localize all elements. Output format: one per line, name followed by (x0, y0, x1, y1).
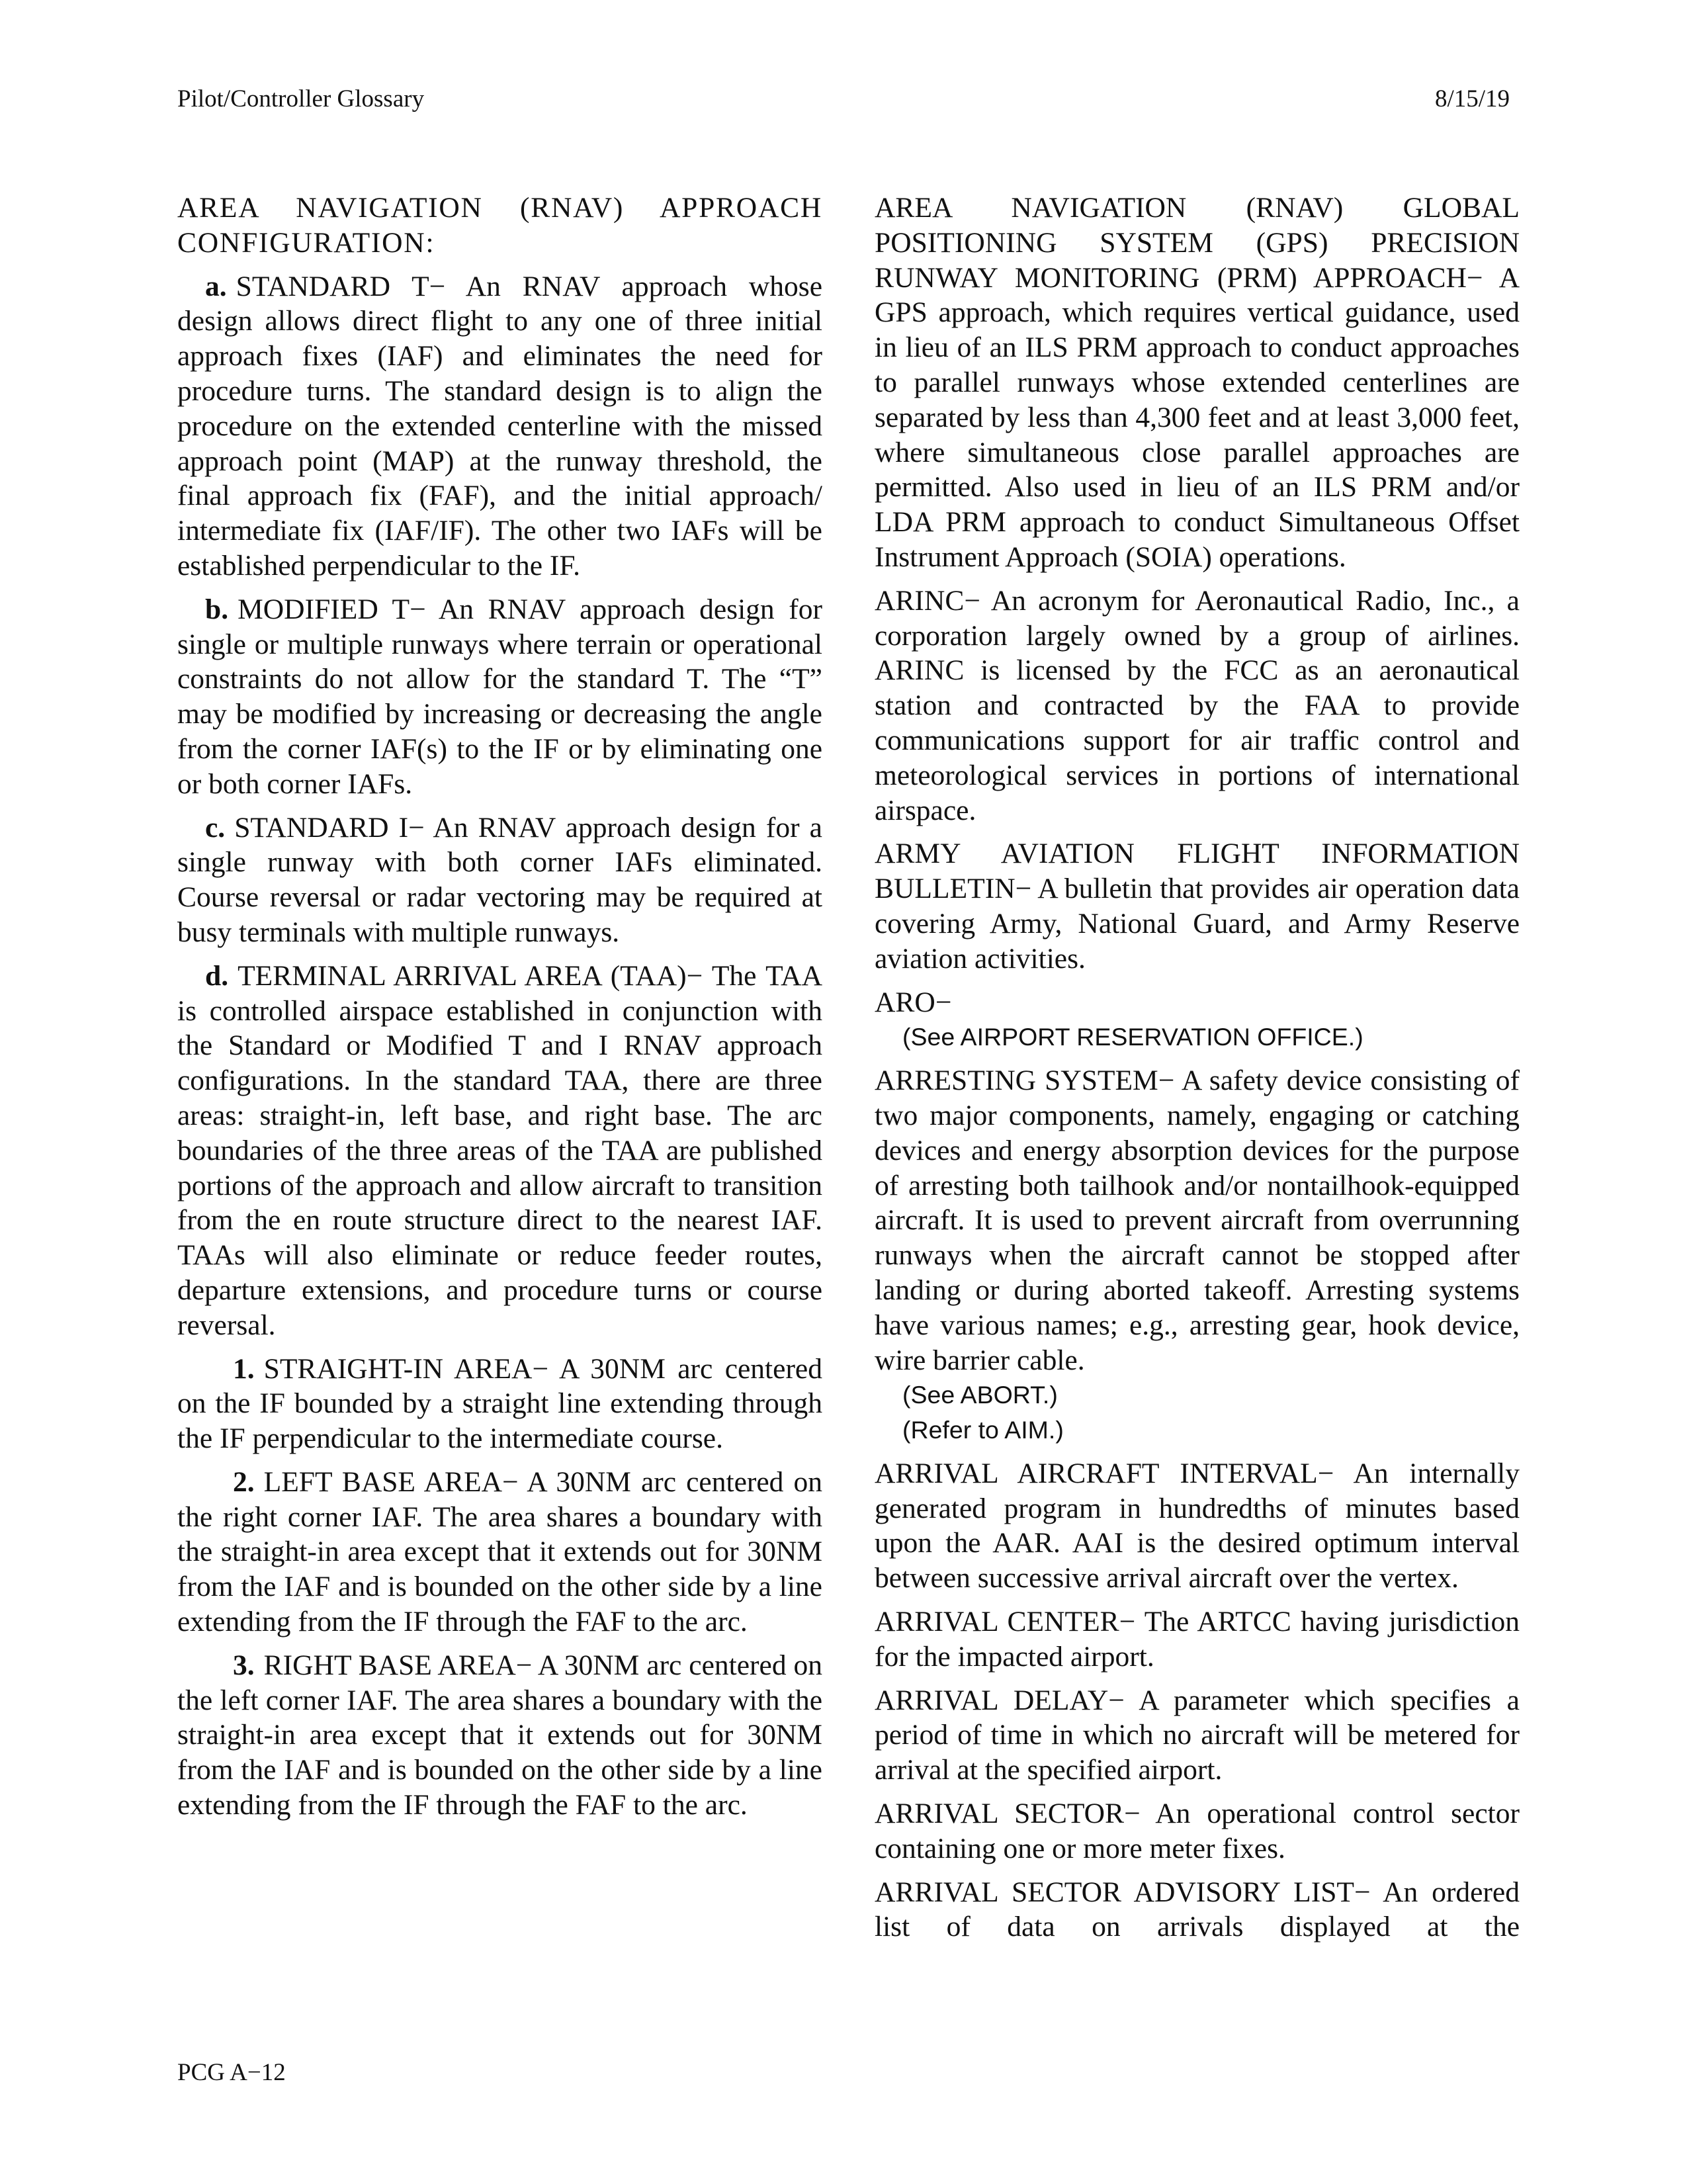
entry-term: ARO− (875, 986, 952, 1018)
glossary-entry-arrival-aircraft-interval (875, 1456, 1520, 1596)
glossary-entry-rnav-gps-prm-approach (875, 191, 1520, 575)
entry-term: ARRIVAL AIRCRAFT INTERVAL− (875, 1457, 1334, 1489)
entry-definition: An ordered list of data on arrivals displayed at the (875, 1876, 1520, 1943)
entry-term: ARRIVAL SECTOR ADVISORY LIST− (875, 1876, 1371, 1908)
entry-term: ARRIVAL DELAY− (875, 1684, 1125, 1716)
subentry-right-base-area (177, 1648, 822, 1823)
subentry-definition: A 30NM arc centered on the IF bounded by a straight line extending through the IF perpendicular to the intermediate course. (177, 1352, 822, 1455)
entry-definition: An acronym for Aeronautical Radio, Inc., a corporation largely owned by a group of airlines. ARINC is licensed by the FCC as an aeronautical station and contracted by the FAA to provide communications support for air traffic control and meteorological services in portions of international airspace. (875, 584, 1520, 826)
glossary-entry-aro (875, 985, 1520, 1055)
glossary-entry-arrival-delay (875, 1683, 1520, 1788)
entry-definition: An internally generated program in hundredths of minutes based upon the AAR. AAI is the desired optimum interval between successive arrival aircraft over the vertex. (875, 1457, 1520, 1594)
item-marker: 3. (233, 1649, 255, 1681)
glossary-entry-arrival-sector (875, 1796, 1520, 1866)
entry-term: ARINC− (875, 584, 980, 617)
subentry-term: STRAIGHT-IN AREA− (263, 1352, 548, 1385)
subentry-definition: An RNAV approach whose design allows direct flight to any one of three initial approach fixes (IAF) and eliminates the need for procedure turns. The standard design is to align the procedure on the extended centerline with the missed approach point (MAP) at the runway threshold, the final approach fix (FAF), and the initial approach/ intermediate fix (IAF/IF). The other two IAFs will be established perpendicular to the IF. (177, 270, 822, 582)
entry-term: ARMY AVIATION FLIGHT INFORMATION BULLETIN− (875, 838, 1520, 905)
item-marker: d. (205, 959, 229, 992)
subentry-term: MODIFIED T− (238, 593, 426, 625)
subentry-definition: A 30NM arc centered on the right corner IAF. The area shares a boundary with the straight-in area except that it extends out for 30NM from the IAF and is bounded on the other side by a line extending from the IF through the FAF to the arc. (177, 1465, 822, 1638)
entry-term: ARRIVAL SECTOR− (875, 1798, 1141, 1830)
document-date: 8/15/19 (1434, 85, 1510, 112)
item-marker: 1. (233, 1352, 255, 1385)
left-column (177, 191, 822, 1831)
glossary-entry-arresting-system (875, 1063, 1520, 1448)
item-marker: b. (205, 593, 229, 625)
entry-definition: An operational control sector containing one or more meter fixes. (875, 1798, 1520, 1864)
glossary-entry-army-aviation-flight-information-bulletin (875, 836, 1520, 976)
entry-term: ARRIVAL CENTER− (875, 1606, 1136, 1638)
glossary-entry-arinc (875, 584, 1520, 828)
glossary-entry-arrival-sector-advisory-list (875, 1875, 1520, 1945)
subentry-term: RIGHT BASE AREA− (263, 1649, 533, 1681)
subentry-modified-t (177, 592, 822, 802)
running-header (177, 85, 1510, 114)
entry-term: ARRESTING SYSTEM− (875, 1065, 1175, 1097)
cross-reference-link[interactable]: (See ABORT.) (902, 1381, 1058, 1409)
entry-definition: A bulletin that provides air operation data covering Army, National Guard, and Army Reserve aviation activities. (875, 873, 1520, 975)
subentry-straight-in-area (177, 1352, 822, 1456)
subentry-definition: An RNAV approach design for a single runway with both corner IAFs eliminated. Course reversal or radar vectoring may be required at busy terminals with multiple runways. (177, 811, 822, 948)
subentry-definition: The TAA is controlled airspace established in conjunction with the Standard or Modified T and I RNAV approach configurations. In the standard TAA, there are three areas: straight-in, left base, and right base. The arc boundaries of the three areas of the TAA are published portions of the approach and allow aircraft to transition from the en route structure direct to the nearest IAF. TAAs will also eliminate or reduce feeder routes, departure extensions, and procedure turns or course reversal. (177, 959, 823, 1341)
entry-term: AREA NAVIGATION (RNAV) APPROACH CONFIGURATION: (177, 192, 822, 259)
item-marker: a. (205, 270, 227, 302)
item-marker: c. (205, 811, 226, 844)
subentry-terminal-arrival-area (177, 959, 822, 1343)
document-title: Pilot/Controller Glossary (177, 85, 425, 112)
cross-reference-link[interactable]: (Refer to AIM.) (902, 1416, 1064, 1444)
subentry-term: STANDARD T− (236, 270, 446, 302)
subentry-left-base-area (177, 1465, 822, 1639)
subentry-term: LEFT BASE AREA− (263, 1465, 519, 1498)
glossary-entry-arrival-center (875, 1604, 1520, 1675)
entry-definition: A GPS approach, which requires vertical guidance, used in lieu of an ILS PRM approach to conduct approaches to parallel runways whose extended centerlines are separated by less than 4,300 feet and at least 3,000 feet, where simultaneous close parallel approaches are permitted. Also used in lieu of an ILS PRM and/or LDA PRM approach to conduct Simultaneous Offset Instrument Approach (SOIA) operations. (875, 261, 1520, 573)
glossary-entry-rnav-approach-configuration (177, 191, 822, 261)
item-marker: 2. (233, 1465, 255, 1498)
entry-term: AREA NAVIGATION (RNAV) GLOBAL POSITIONING SYSTEM (GPS) PRECISION RUNWAY MONITORING (PRM) APPROACH− (875, 192, 1520, 294)
subentry-term: STANDARD I− (234, 811, 425, 844)
entry-definition: A safety device consisting of two major components, namely, engaging or catching devices and energy absorption devices for the purpose of arresting both tailhook and/or nontailhook-equipped aircraft. It is used to prevent aircraft from overrunning runways when the aircraft cannot be stopped after landing or during aborted takeoff. Arresting systems have various names; e.g., arresting gear, hook device, wire barrier cable. (875, 1065, 1520, 1376)
subentry-definition: A 30NM arc centered on the left corner IAF. The area shares a boundary with the straight-in area except that it extends out for 30NM from the IAF and is bounded on the other side by a line extending from the IF through the FAF to the arc. (177, 1649, 822, 1821)
subentry-definition: An RNAV approach design for single or multiple runways where terrain or operational constraints do not allow for the standard T. The “T” may be modified by increasing or decreasing the angle from the corner IAF(s) to the IF or by eliminating one or both corner IAFs. (177, 593, 822, 800)
entry-definition: The ARTCC having jurisdiction for the impacted airport. (875, 1606, 1520, 1673)
subentry-standard-t (177, 269, 822, 584)
subentry-standard-i (177, 810, 822, 950)
right-column (875, 191, 1520, 1953)
cross-reference-link[interactable]: (See AIRPORT RESERVATION OFFICE.) (902, 1023, 1363, 1051)
page-number: PCG A−12 (177, 2059, 286, 2086)
subentry-term: TERMINAL ARRIVAL AREA (TAA)− (238, 959, 703, 992)
entry-definition: A parameter which specifies a period of time in which no aircraft will be metered for arrival at the specified airport. (875, 1684, 1520, 1786)
